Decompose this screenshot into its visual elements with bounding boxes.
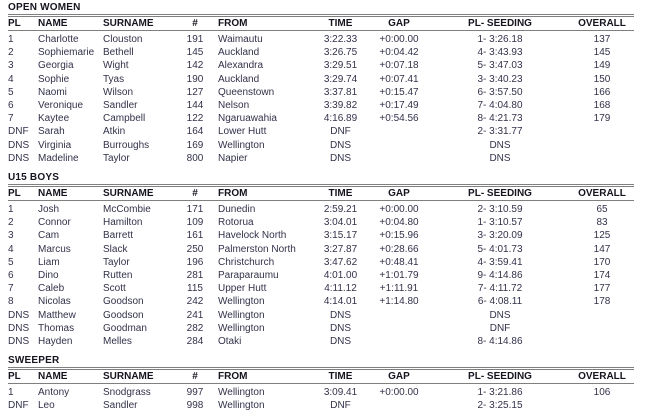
cell-from: Wellington	[218, 296, 265, 308]
cell-num: 998	[186, 400, 204, 412]
cell-time: 3:09.41	[323, 387, 358, 399]
table-row	[8, 46, 634, 59]
column-header-num: #	[177, 369, 213, 384]
cell-time: 4:14.01	[323, 296, 358, 308]
column-header-from: FROM	[213, 369, 313, 384]
cell-num: 161	[186, 230, 204, 242]
cell-overall: 179	[593, 113, 611, 125]
cell-name: Connor	[38, 217, 71, 229]
cell-num: 171	[186, 204, 204, 216]
cell-overall: 149	[593, 60, 611, 72]
cell-overall: 106	[593, 387, 611, 399]
cell-name: Sarah	[38, 126, 65, 138]
cell-overall: 170	[593, 256, 611, 268]
cell-from: Ngaruawahia	[218, 113, 277, 125]
cell-gap: +0:04.42	[379, 47, 419, 59]
cell-pl: DNS	[8, 322, 30, 334]
cell-name: Georgia	[38, 60, 74, 72]
cell-from: Auckland	[218, 73, 260, 85]
column-header-time: TIME	[313, 186, 368, 201]
cell-time: 3:29.74	[323, 73, 358, 85]
cell-overall: 145	[593, 47, 611, 59]
cell-surname: Atkin	[103, 126, 126, 138]
cell-pl: 8	[8, 296, 14, 308]
cell-overall	[570, 125, 634, 138]
cell-overall: 150	[593, 73, 611, 85]
cell-from: Queenstown	[218, 86, 275, 98]
column-header-seeding: PL- SEEDING	[430, 186, 570, 201]
cell-overall	[570, 309, 634, 322]
cell-surname: Tyas	[103, 73, 125, 85]
cell-seeding: 3- 3:40.23	[477, 73, 523, 85]
cell-name: Charlotte	[38, 34, 79, 45]
cell-num: 144	[186, 100, 204, 112]
cell-pl: 7	[8, 113, 14, 125]
cell-num: 142	[186, 60, 204, 72]
table-row	[8, 152, 634, 165]
cell-from: Wellington	[218, 309, 265, 321]
column-header-gap: GAP	[368, 16, 430, 31]
column-header-num: #	[177, 186, 213, 201]
cell-from: Nelson	[218, 100, 250, 112]
cell-overall: 83	[596, 217, 608, 229]
cell-seeding: 2- 3:31.77	[477, 126, 523, 138]
cell-seeding: DNS	[489, 152, 511, 164]
cell-time: DNS	[329, 322, 352, 334]
cell-gap	[368, 309, 430, 322]
cell-from: Auckland	[218, 47, 260, 59]
cell-from: Palmerston North	[218, 243, 296, 255]
column-header-pl: PL	[8, 16, 38, 31]
cell-name: Nicolas	[38, 296, 71, 308]
cell-surname: Bethell	[103, 47, 134, 59]
column-header-seeding: PL- SEEDING	[430, 369, 570, 384]
cell-seeding: DNS	[489, 309, 511, 321]
column-header-time: TIME	[313, 369, 368, 384]
table-row	[8, 112, 634, 125]
cell-surname: Barrett	[103, 230, 134, 242]
cell-name: Antony	[38, 387, 70, 399]
cell-surname: Sandler	[103, 400, 138, 412]
cell-time: 4:11.12	[324, 283, 357, 295]
table-row	[8, 139, 634, 152]
column-header-gap: GAP	[368, 369, 430, 384]
cell-name: Josh	[38, 204, 60, 216]
cell-num: 127	[186, 86, 204, 98]
cell-surname: Taylor	[103, 256, 130, 268]
cell-surname: Campbell	[103, 113, 146, 125]
cell-seeding: 8- 4:14.86	[477, 336, 523, 348]
column-header-name: NAME	[38, 186, 103, 201]
cell-name: Liam	[38, 256, 60, 268]
cell-gap: +0:54.56	[379, 113, 419, 125]
cell-seeding: DNS	[489, 139, 511, 151]
cell-seeding: 1- 3:21.86	[477, 387, 523, 399]
cell-pl: 6	[8, 100, 14, 112]
cell-name: Kaytee	[38, 113, 70, 125]
cell-name: Madeline	[38, 152, 79, 164]
cell-gap: +0:00.00	[379, 387, 419, 399]
cell-surname: Clouston	[103, 34, 143, 45]
cell-name: Virginia	[38, 139, 72, 151]
table-row	[8, 309, 634, 322]
cell-gap: +0:28.66	[379, 243, 419, 255]
header-row	[8, 16, 634, 31]
cell-time: 3:37.81	[323, 86, 358, 98]
cell-from: Christchurch	[218, 256, 275, 268]
cell-pl: 1	[8, 387, 14, 399]
cell-gap: +1:01.79	[379, 270, 419, 282]
cell-seeding: 5- 4:01.73	[477, 243, 523, 255]
cell-num: 800	[186, 152, 204, 164]
cell-from: Wellington	[218, 387, 265, 399]
cell-pl: 2	[8, 47, 14, 59]
cell-num: 997	[186, 387, 204, 399]
cell-pl: 3	[8, 60, 14, 72]
cell-seeding: 4- 3:43.93	[477, 47, 523, 59]
cell-name: Naomi	[38, 86, 67, 98]
cell-num: 242	[186, 296, 204, 308]
cell-overall	[570, 399, 634, 412]
cell-pl: 3	[8, 230, 14, 242]
cell-num: 164	[186, 126, 204, 138]
column-header-from: FROM	[213, 186, 313, 201]
table-row	[8, 335, 634, 348]
cell-overall	[570, 335, 634, 348]
cell-name: Dino	[38, 270, 59, 282]
cell-pl: 5	[8, 256, 14, 268]
cell-num: 281	[186, 270, 204, 282]
cell-surname: Goodman	[103, 322, 147, 334]
cell-gap: +0:48.41	[379, 256, 419, 268]
cell-time: DNS	[329, 336, 352, 348]
column-header-pl: PL	[8, 369, 38, 384]
cell-time: DNF	[330, 400, 351, 412]
cell-gap: +0:17.49	[379, 100, 419, 112]
cell-surname: Burroughs	[103, 139, 150, 151]
table-row	[8, 59, 634, 72]
cell-pl: DNS	[8, 309, 30, 321]
cell-seeding: 3- 3:20.09	[477, 230, 523, 242]
cell-time: 3:27.87	[323, 243, 358, 255]
section-title: U15 BOYS	[8, 172, 60, 184]
cell-pl: 4	[8, 243, 14, 255]
cell-overall: 65	[596, 204, 608, 216]
table-row	[8, 243, 634, 256]
cell-name: Marcus	[38, 243, 71, 255]
cell-gap: +0:15.47	[379, 86, 419, 98]
cell-num: 241	[186, 309, 204, 321]
table-row	[8, 322, 634, 335]
table-row	[8, 269, 634, 282]
cell-gap	[368, 125, 430, 138]
results-table	[8, 367, 634, 412]
table-row	[8, 384, 634, 400]
cell-surname: Scott	[103, 283, 126, 295]
results-section	[8, 2, 642, 165]
cell-pl: 6	[8, 270, 14, 282]
cell-from: Napier	[218, 152, 248, 164]
column-header-seeding: PL- SEEDING	[430, 16, 570, 31]
cell-gap	[368, 335, 430, 348]
cell-gap	[368, 399, 430, 412]
cell-time: DNS	[329, 152, 352, 164]
cell-gap: +1:11.91	[379, 283, 419, 295]
cell-gap: +0:00.00	[379, 204, 419, 216]
cell-pl: 7	[8, 283, 14, 295]
cell-num: 145	[186, 47, 204, 59]
column-header-time: TIME	[313, 16, 368, 31]
cell-name: Matthew	[38, 309, 76, 321]
cell-time: DNS	[329, 309, 352, 321]
cell-num: 196	[186, 256, 204, 268]
results-section	[8, 355, 642, 412]
cell-from: Alexandra	[218, 60, 264, 72]
column-header-surname: SURNAME	[103, 369, 177, 384]
table-row	[8, 125, 634, 138]
cell-num: 109	[186, 217, 204, 229]
table-row	[8, 282, 634, 295]
cell-surname: Snodgrass	[103, 387, 151, 399]
cell-time: 3:39.82	[323, 100, 358, 112]
cell-num: 190	[186, 73, 204, 85]
cell-seeding: 7- 4:04.80	[477, 100, 523, 112]
table-row	[8, 99, 634, 112]
table-row	[8, 31, 634, 47]
table-row	[8, 73, 634, 86]
cell-name: Leo	[38, 400, 55, 412]
cell-gap: +0:00.00	[379, 34, 419, 45]
table-row	[8, 216, 634, 229]
cell-seeding: DNF	[489, 322, 511, 334]
cell-num: 122	[186, 113, 204, 125]
cell-num: 250	[186, 243, 204, 255]
cell-from: Havelock North	[218, 230, 287, 242]
cell-pl: DNS	[8, 152, 30, 164]
cell-seeding: 6- 4:08.11	[477, 296, 523, 308]
cell-overall: 178	[593, 296, 611, 308]
cell-seeding: 1- 3:10.57	[477, 217, 523, 229]
column-header-overall: OVERALL	[570, 369, 634, 384]
cell-seeding: 9- 4:14.86	[477, 270, 523, 282]
cell-overall: 174	[593, 270, 611, 282]
column-header-from: FROM	[213, 16, 313, 31]
cell-pl: DNF	[8, 400, 29, 412]
column-header-overall: OVERALL	[570, 186, 634, 201]
cell-overall: 147	[593, 243, 611, 255]
cell-surname: Melles	[103, 336, 132, 348]
cell-from: Otaki	[218, 336, 242, 348]
cell-name: Sophie	[38, 73, 70, 85]
cell-gap: +0:15.96	[379, 230, 419, 242]
cell-gap: +0:07.41	[379, 73, 419, 85]
cell-from: Lower Hutt	[218, 126, 267, 138]
cell-pl: DNS	[8, 336, 30, 348]
table-row	[8, 201, 634, 217]
cell-overall: 166	[593, 86, 611, 98]
cell-pl: 1	[8, 204, 14, 216]
cell-seeding: 6- 3:57.50	[477, 86, 523, 98]
column-header-overall: OVERALL	[570, 16, 634, 31]
cell-pl: 4	[8, 73, 14, 85]
cell-time: DNF	[330, 126, 351, 138]
cell-surname: Goodson	[103, 309, 144, 321]
cell-time: 3:04.01	[323, 217, 358, 229]
column-header-num: #	[177, 16, 213, 31]
cell-gap: +1:14.80	[379, 296, 419, 308]
table-row	[8, 399, 634, 412]
cell-time: DNS	[329, 139, 352, 151]
cell-seeding: 1- 3:26.18	[477, 34, 523, 45]
cell-overall	[570, 139, 634, 152]
column-header-name: NAME	[38, 369, 103, 384]
cell-overall	[570, 322, 634, 335]
cell-time: 3:29.51	[323, 60, 358, 72]
header-row	[8, 369, 634, 384]
cell-surname: Wilson	[103, 86, 134, 98]
header-row	[8, 186, 634, 201]
cell-time: 3:15.17	[323, 230, 358, 242]
cell-pl: DNF	[8, 126, 29, 138]
cell-num: 191	[186, 34, 204, 45]
cell-overall: 125	[593, 230, 611, 242]
table-row	[8, 295, 634, 308]
cell-time: 4:01.00	[323, 270, 358, 282]
cell-surname: Rutten	[103, 270, 133, 282]
cell-name: Hayden	[38, 336, 73, 348]
cell-seeding: 4- 3:59.41	[477, 256, 523, 268]
cell-time: 3:47.62	[323, 256, 358, 268]
cell-from: Waimautu	[218, 34, 263, 45]
cell-pl: 2	[8, 217, 14, 229]
cell-from: Wellington	[218, 400, 265, 412]
cell-from: Wellington	[218, 322, 265, 334]
column-header-pl: PL	[8, 186, 38, 201]
cell-seeding: 8- 4:21.73	[477, 113, 523, 125]
cell-surname: Taylor	[103, 152, 130, 164]
cell-from: Dunedin	[218, 204, 256, 216]
cell-name: Caleb	[38, 283, 65, 295]
cell-surname: McCombie	[103, 204, 151, 216]
cell-surname: Goodson	[103, 296, 144, 308]
section-title: OPEN WOMEN	[8, 2, 81, 13]
cell-pl: 5	[8, 86, 14, 98]
cell-name: Cam	[38, 230, 60, 242]
cell-num: 284	[186, 336, 204, 348]
cell-gap	[368, 322, 430, 335]
cell-time: 3:22.33	[323, 34, 358, 45]
cell-from: Rotorua	[218, 217, 254, 229]
column-header-surname: SURNAME	[103, 186, 177, 201]
cell-gap: +0:07.18	[379, 60, 419, 72]
cell-name: Sophiemarie	[38, 47, 95, 59]
cell-overall	[570, 152, 634, 165]
cell-overall: 177	[593, 283, 611, 295]
cell-seeding: 7- 4:11.72	[477, 283, 523, 295]
table-row	[8, 229, 634, 242]
cell-gap: +0:04.80	[379, 217, 419, 229]
cell-surname: Wight	[103, 60, 129, 72]
cell-seeding: 2- 3:25.15	[477, 400, 523, 412]
cell-time: 3:26.75	[323, 47, 358, 59]
cell-gap	[368, 152, 430, 165]
column-header-gap: GAP	[368, 186, 430, 201]
cell-surname: Sandler	[103, 100, 138, 112]
cell-num: 169	[186, 139, 204, 151]
cell-from: Upper Hutt	[218, 283, 267, 295]
section-title: SWEEPER	[8, 355, 60, 367]
cell-surname: Slack	[103, 243, 128, 255]
cell-seeding: 5- 3:47.03	[477, 60, 523, 72]
results-table	[8, 14, 634, 165]
cell-name: Thomas	[38, 322, 75, 334]
column-header-surname: SURNAME	[103, 16, 177, 31]
cell-seeding: 2- 3:10.59	[477, 204, 523, 216]
column-header-name: NAME	[38, 16, 103, 31]
cell-pl: 1	[8, 34, 14, 45]
cell-time: 4:16.89	[323, 113, 358, 125]
cell-overall: 168	[593, 100, 611, 112]
cell-overall: 137	[593, 34, 611, 45]
table-row	[8, 256, 634, 269]
cell-num: 115	[187, 283, 203, 295]
cell-from: Wellington	[218, 139, 265, 151]
cell-num: 282	[186, 322, 204, 334]
cell-from: Paraparaumu	[218, 270, 279, 282]
cell-name: Veronique	[38, 100, 84, 112]
results-section	[8, 172, 642, 348]
table-row	[8, 86, 634, 99]
cell-surname: Hamilton	[103, 217, 143, 229]
results-table	[8, 184, 634, 348]
cell-pl: DNS	[8, 139, 30, 151]
cell-gap	[368, 139, 430, 152]
cell-time: 2:59.21	[323, 204, 358, 216]
